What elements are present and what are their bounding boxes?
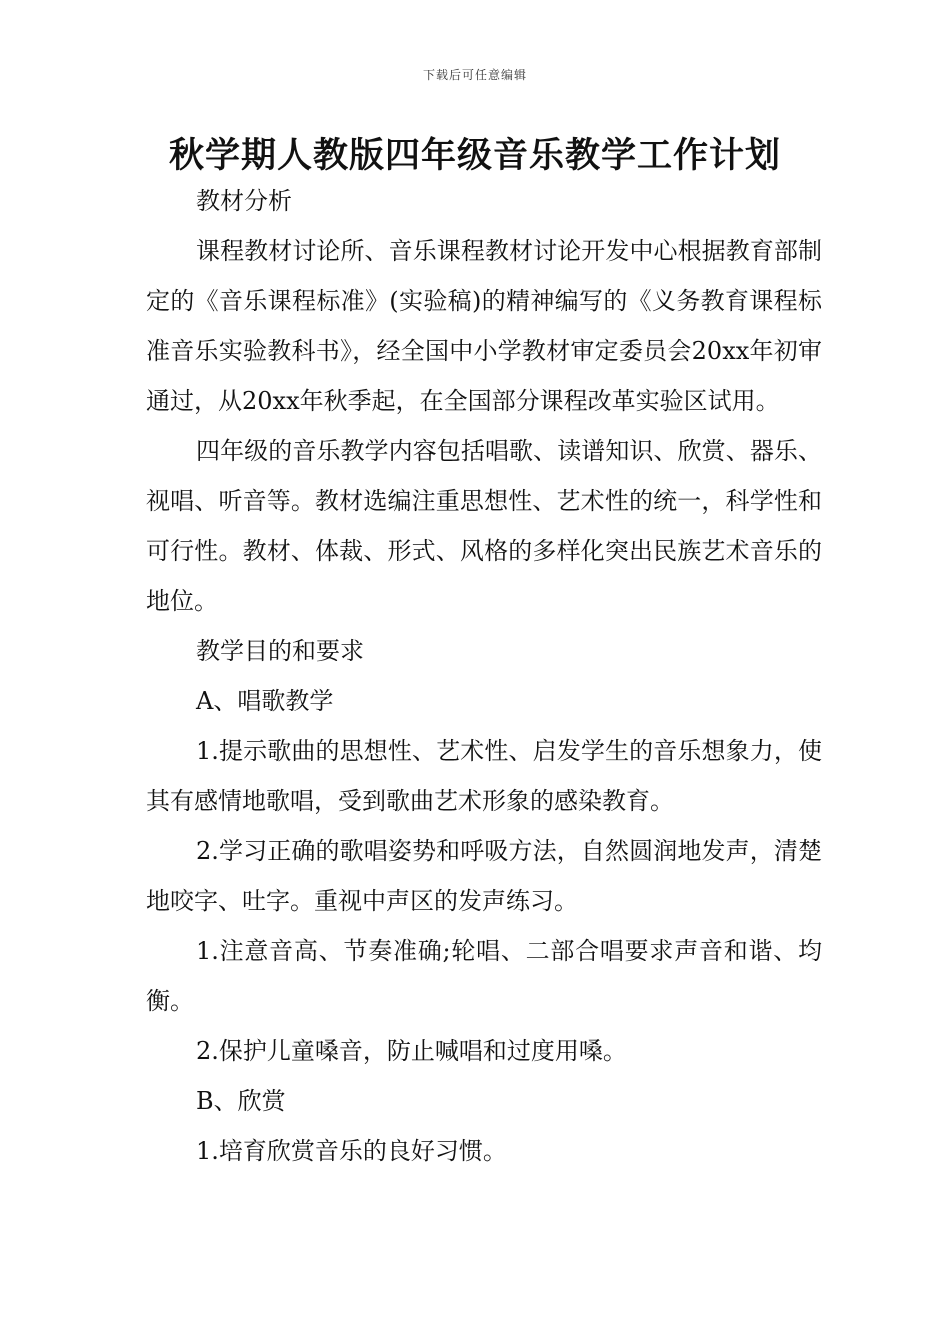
- section-heading-goals: 教学目的和要求: [196, 637, 364, 665]
- list-item: 2.保护儿童嗓音，防止喊唱和过度用嗓。: [196, 1037, 627, 1065]
- paragraph: 课程教材讨论所、音乐课程教材讨论开发中心根据教育部制定的《音乐课程标准》(实验稿)的精神编写的《义务教育课程标准音乐实验教科书》，经全国中小学教材审定委员会20xx年初审通过，从20xx年秋季起，在全国部分课程改革实验区试用。: [146, 237, 822, 415]
- section-heading-materials: 教材分析: [196, 187, 292, 215]
- list-item: 1.提示歌曲的思想性、艺术性、启发学生的音乐想象力，使其有感情地歌唱，受到歌曲艺术形象的感染教育。: [146, 737, 822, 815]
- page-header-note: 下载后可任意编辑: [422, 68, 527, 82]
- subsection-heading-singing: A、唱歌教学: [196, 687, 334, 715]
- paragraph: 四年级的音乐教学内容包括唱歌、读谱知识、欣赏、器乐、视唱、听音等。教材选编注重思想性、艺术性的统一，科学性和可行性。教材、体裁、形式、风格的多样化突出民族艺术音乐的地位。: [146, 437, 822, 615]
- document-title: 秋学期人教版四年级音乐教学工作计划: [168, 136, 781, 176]
- list-item: 1.培育欣赏音乐的良好习惯。: [196, 1137, 507, 1165]
- list-item: 2.学习正确的歌唱姿势和呼吸方法，自然圆润地发声，清楚地咬字、吐字。重视中声区的发声练习。: [146, 837, 822, 915]
- list-item: 1.注意音高、节奏准确;轮唱、二部合唱要求声音和谐、均衡。: [146, 937, 822, 1015]
- document-body: [146, 176, 822, 1176]
- subsection-heading-appreciation: B、欣赏: [196, 1087, 286, 1115]
